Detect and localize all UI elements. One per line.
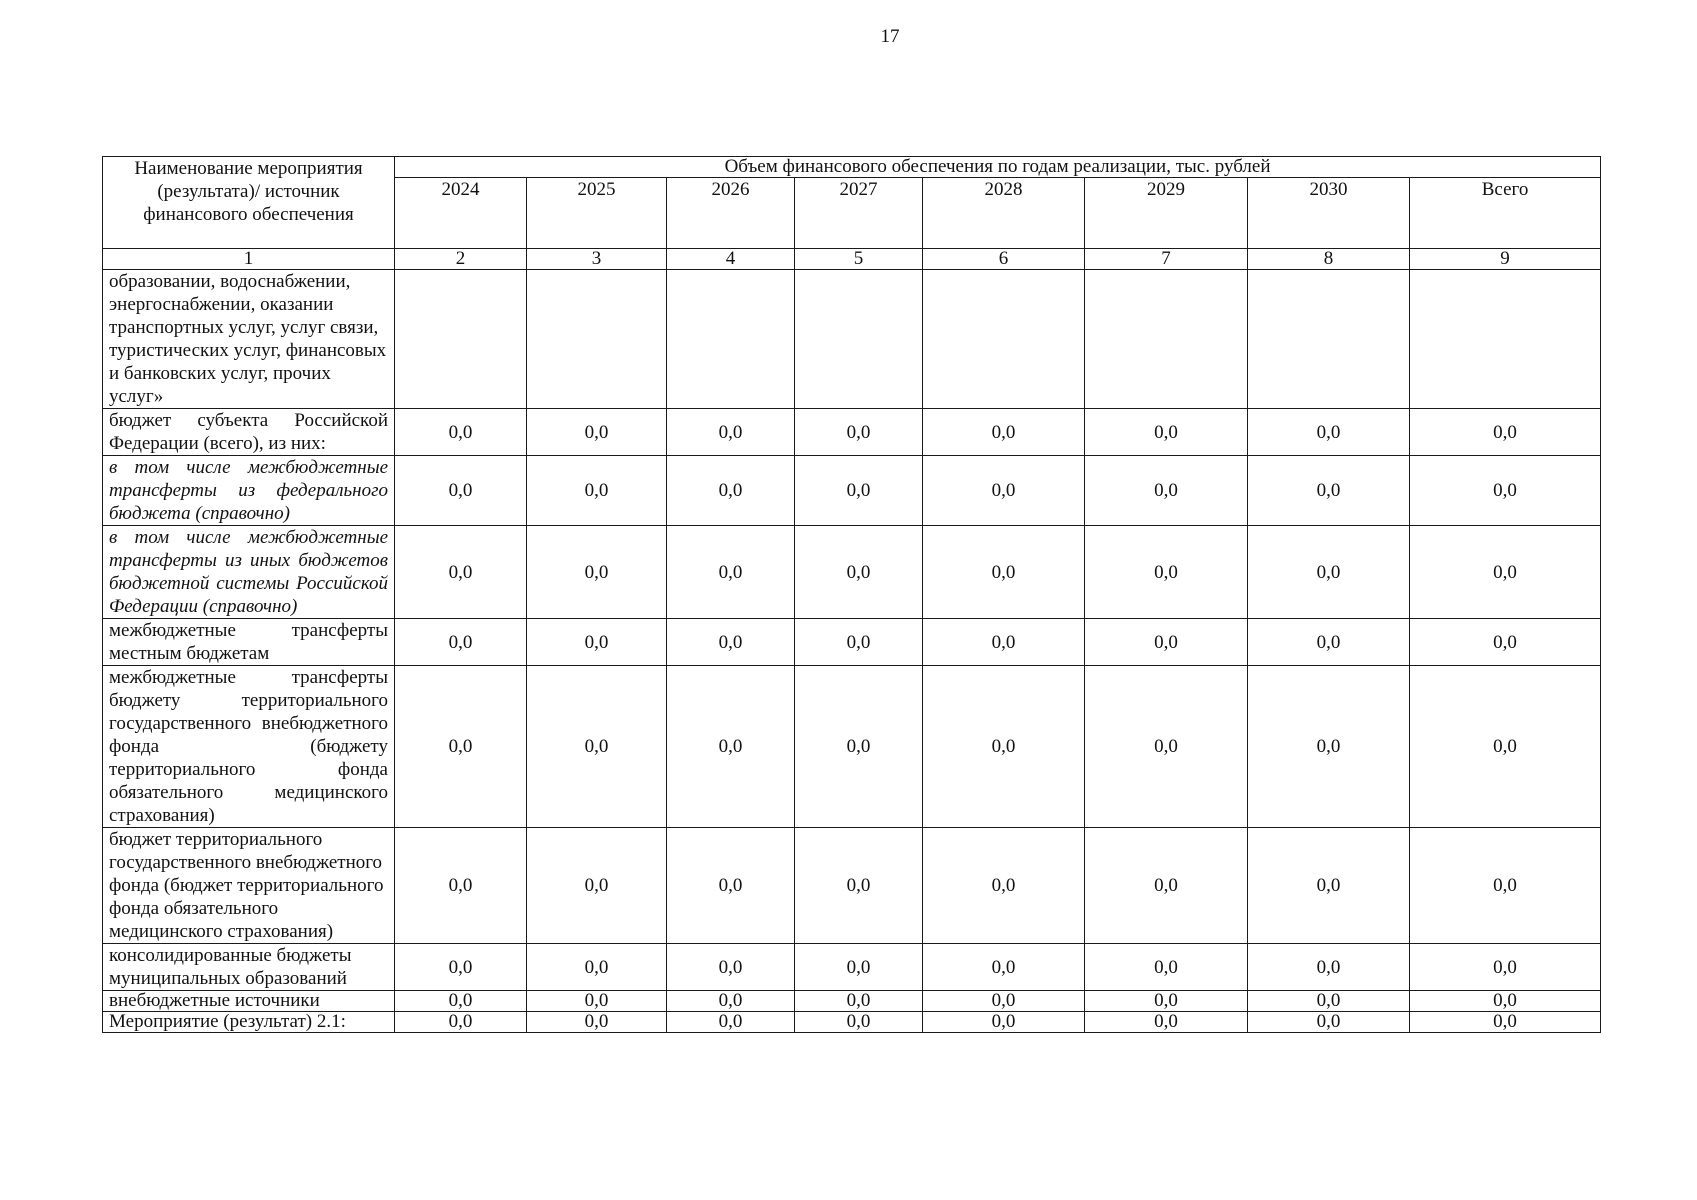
cell-value: 0,0 xyxy=(795,526,923,619)
column-number: 8 xyxy=(1248,249,1410,270)
cell-value: 0,0 xyxy=(667,828,795,944)
column-header-year: 2027 xyxy=(795,178,923,249)
cell-value: 0,0 xyxy=(1410,526,1601,619)
cell-value: 0,0 xyxy=(923,409,1085,456)
cell-value: 0,0 xyxy=(795,828,923,944)
cell-value: 0,0 xyxy=(527,619,667,666)
cell-value: 0,0 xyxy=(1085,526,1248,619)
row-label: в том числе межбюджетные трансферты из федерального бюджета (справочно) xyxy=(103,456,395,526)
cell-value: 0,0 xyxy=(1085,991,1248,1012)
cell-value: 0,0 xyxy=(667,991,795,1012)
cell-value: 0,0 xyxy=(667,409,795,456)
cell-value: 0,0 xyxy=(527,828,667,944)
cell-value: 0,0 xyxy=(1248,619,1410,666)
column-number-row xyxy=(103,249,1601,270)
column-number: 4 xyxy=(667,249,795,270)
table-row xyxy=(103,409,1601,456)
cell-value: 0,0 xyxy=(795,456,923,526)
cell-value: 0,0 xyxy=(395,1012,527,1033)
cell-value: 0,0 xyxy=(923,828,1085,944)
cell-value: 0,0 xyxy=(1085,666,1248,828)
cell-value: 0,0 xyxy=(395,828,527,944)
cell-value: 0,0 xyxy=(395,666,527,828)
cell-value: 0,0 xyxy=(527,1012,667,1033)
cell-value xyxy=(795,270,923,409)
cell-value: 0,0 xyxy=(795,666,923,828)
column-number: 9 xyxy=(1410,249,1601,270)
cell-value: 0,0 xyxy=(667,1012,795,1033)
table-row xyxy=(103,526,1601,619)
table-row xyxy=(103,991,1601,1012)
column-number: 7 xyxy=(1085,249,1248,270)
cell-value xyxy=(395,270,527,409)
cell-value: 0,0 xyxy=(395,619,527,666)
cell-value: 0,0 xyxy=(795,409,923,456)
table-row xyxy=(103,666,1601,828)
cell-value: 0,0 xyxy=(1085,828,1248,944)
cell-value: 0,0 xyxy=(527,456,667,526)
row-label: образовании, водоснабжении, энергоснабжении, оказании транспортных услуг, услуг связи, туристических услуг, финансовых и банковских услуг, прочих услуг» xyxy=(103,270,395,409)
column-header-name: Наименование мероприятия (результата)/ источник финансового обеспечения xyxy=(103,157,395,249)
cell-value xyxy=(1248,270,1410,409)
cell-value: 0,0 xyxy=(1085,1012,1248,1033)
cell-value: 0,0 xyxy=(667,456,795,526)
cell-value: 0,0 xyxy=(395,991,527,1012)
header-row-group xyxy=(103,157,1601,178)
cell-value: 0,0 xyxy=(527,526,667,619)
cell-value: 0,0 xyxy=(1248,1012,1410,1033)
row-label: бюджет субъекта Российской Федерации (всего), из них: xyxy=(103,409,395,456)
cell-value: 0,0 xyxy=(1410,991,1601,1012)
cell-value: 0,0 xyxy=(667,526,795,619)
row-label: в том числе межбюджетные трансферты из иных бюджетов бюджетной системы Российской Федерации (справочно) xyxy=(103,526,395,619)
cell-value: 0,0 xyxy=(923,991,1085,1012)
cell-value: 0,0 xyxy=(923,944,1085,991)
cell-value: 0,0 xyxy=(527,409,667,456)
cell-value: 0,0 xyxy=(795,1012,923,1033)
row-label: консолидированные бюджеты муниципальных образований xyxy=(103,944,395,991)
table-row xyxy=(103,1012,1601,1033)
column-header-year: 2024 xyxy=(395,178,527,249)
page-number: 17 xyxy=(880,26,900,47)
financing-table xyxy=(102,156,1601,1033)
cell-value: 0,0 xyxy=(395,944,527,991)
cell-value: 0,0 xyxy=(1248,456,1410,526)
table-row xyxy=(103,944,1601,991)
row-label: межбюджетные трансферты местным бюджетам xyxy=(103,619,395,666)
cell-value: 0,0 xyxy=(1085,619,1248,666)
row-label: межбюджетные трансферты бюджету территориального государственного внебюджетного фонда (бюджету территориального фонда обязательного медицинского страхования) xyxy=(103,666,395,828)
cell-value: 0,0 xyxy=(1410,666,1601,828)
cell-value xyxy=(527,270,667,409)
column-header-total: Всего xyxy=(1410,178,1601,249)
cell-value: 0,0 xyxy=(1410,619,1601,666)
cell-value: 0,0 xyxy=(923,456,1085,526)
cell-value: 0,0 xyxy=(395,409,527,456)
table-row xyxy=(103,828,1601,944)
column-number: 2 xyxy=(395,249,527,270)
cell-value: 0,0 xyxy=(667,666,795,828)
cell-value: 0,0 xyxy=(395,456,527,526)
cell-value: 0,0 xyxy=(1410,409,1601,456)
column-group-header: Объем финансового обеспечения по годам реализации, тыс. рублей xyxy=(395,157,1601,178)
cell-value: 0,0 xyxy=(667,619,795,666)
table-row xyxy=(103,456,1601,526)
cell-value: 0,0 xyxy=(923,526,1085,619)
cell-value: 0,0 xyxy=(795,944,923,991)
row-label: бюджет территориального государственного внебюджетного фонда (бюджет территориального фонда обязательного медицинского страхования) xyxy=(103,828,395,944)
cell-value: 0,0 xyxy=(1085,409,1248,456)
column-header-year: 2026 xyxy=(667,178,795,249)
cell-value: 0,0 xyxy=(923,1012,1085,1033)
column-number: 1 xyxy=(103,249,395,270)
column-header-year: 2025 xyxy=(527,178,667,249)
column-number: 5 xyxy=(795,249,923,270)
column-header-year: 2030 xyxy=(1248,178,1410,249)
cell-value: 0,0 xyxy=(1410,456,1601,526)
cell-value: 0,0 xyxy=(1248,828,1410,944)
cell-value: 0,0 xyxy=(1248,944,1410,991)
cell-value xyxy=(1410,270,1601,409)
cell-value: 0,0 xyxy=(1248,666,1410,828)
cell-value: 0,0 xyxy=(527,991,667,1012)
cell-value: 0,0 xyxy=(795,619,923,666)
cell-value: 0,0 xyxy=(1410,944,1601,991)
cell-value: 0,0 xyxy=(1085,456,1248,526)
cell-value: 0,0 xyxy=(923,666,1085,828)
column-header-year: 2029 xyxy=(1085,178,1248,249)
cell-value: 0,0 xyxy=(395,526,527,619)
row-label: Мероприятие (результат) 2.1: xyxy=(103,1012,395,1033)
cell-value: 0,0 xyxy=(795,991,923,1012)
cell-value xyxy=(667,270,795,409)
column-header-year: 2028 xyxy=(923,178,1085,249)
cell-value: 0,0 xyxy=(923,619,1085,666)
column-number: 3 xyxy=(527,249,667,270)
cell-value: 0,0 xyxy=(1248,409,1410,456)
row-label: внебюджетные источники xyxy=(103,991,395,1012)
cell-value: 0,0 xyxy=(667,944,795,991)
cell-value: 0,0 xyxy=(1248,526,1410,619)
cell-value xyxy=(1085,270,1248,409)
cell-value: 0,0 xyxy=(527,944,667,991)
table-row xyxy=(103,270,1601,409)
cell-value: 0,0 xyxy=(1410,828,1601,944)
cell-value: 0,0 xyxy=(527,666,667,828)
cell-value xyxy=(923,270,1085,409)
cell-value: 0,0 xyxy=(1410,1012,1601,1033)
column-number: 6 xyxy=(923,249,1085,270)
table-row xyxy=(103,619,1601,666)
cell-value: 0,0 xyxy=(1248,991,1410,1012)
cell-value: 0,0 xyxy=(1085,944,1248,991)
